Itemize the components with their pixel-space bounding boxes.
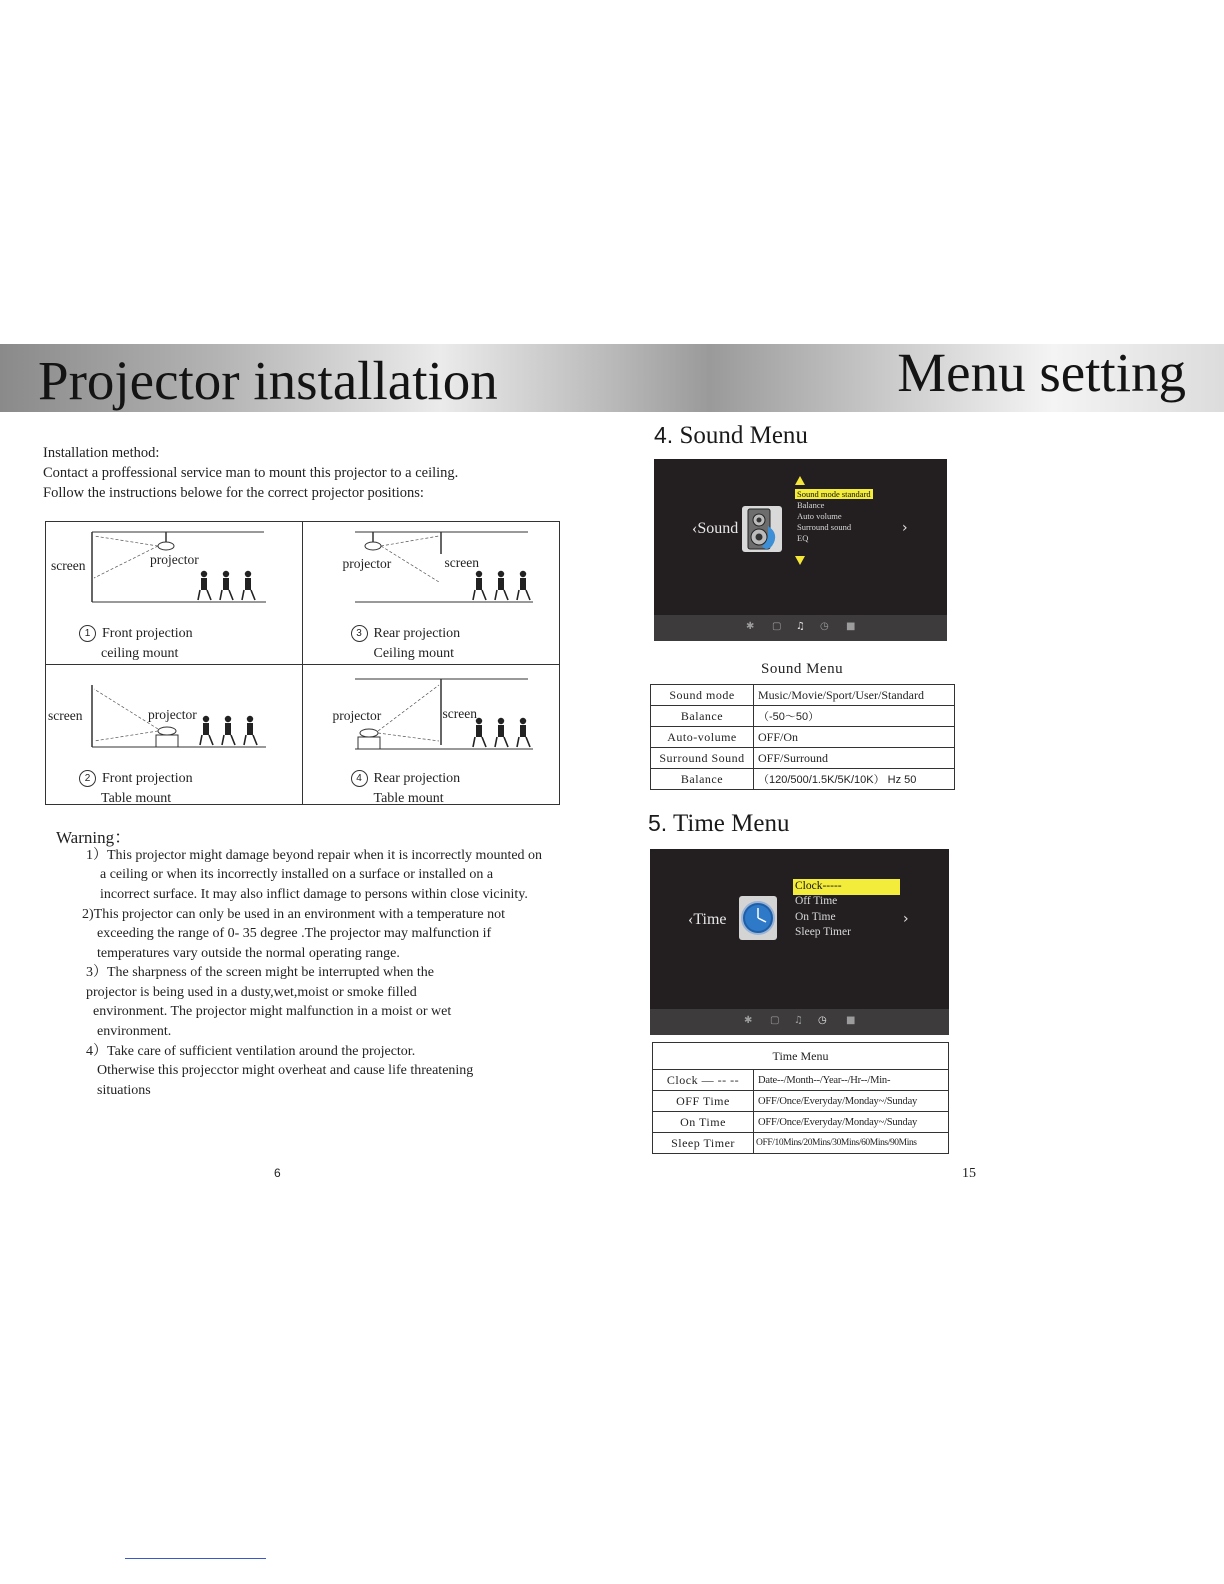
warning-line: situations [97, 1083, 151, 1098]
cell-rear-ceiling [303, 522, 560, 665]
table-value: Date--/Month--/Year--/Hr--/Min- [754, 1070, 949, 1091]
front-ceiling-caption-2: ceiling mount [101, 646, 179, 661]
clock-icon[interactable]: ◷ [818, 1015, 827, 1026]
table-row [651, 748, 955, 769]
section-number: 4. [654, 422, 674, 448]
rear-ceiling-caption-1 [351, 624, 461, 644]
settings-icon[interactable]: ■ [846, 621, 856, 632]
table-row [653, 1070, 949, 1091]
warning-line: exceeding the range of 0- 35 degree .The projector may malfunction if [97, 926, 492, 941]
table-value: OFF/On [754, 727, 955, 748]
time-osd-label: ‹Time [688, 911, 727, 928]
clock-face-icon [739, 896, 777, 940]
scroll-down-icon[interactable] [795, 556, 805, 565]
intro-line-3: Follow the instructions belowe for the correct projector positions: [43, 485, 424, 501]
installation-diagram-grid [45, 521, 560, 805]
warning-line: environment. The projector might malfunction in a moist or wet [93, 1004, 452, 1019]
time-table-caption: Time Menu [653, 1043, 949, 1070]
table-value: OFF/Surround [754, 748, 955, 769]
intro-line-1: Installation method: [43, 445, 160, 461]
projector-label: projector [150, 552, 199, 567]
projector-label: projector [148, 707, 197, 722]
table-row [651, 706, 955, 727]
caption-line: Front projection [102, 771, 193, 786]
screen-icon[interactable]: ▢ [770, 1015, 780, 1026]
time-menu-heading [648, 810, 789, 838]
number-badge-2: 2 [79, 770, 96, 787]
music-note-icon[interactable]: ♫ [794, 1015, 803, 1026]
front-ceiling-caption-1 [79, 624, 193, 644]
table-value: OFF/Once/Everyday/Monday~/Sunday [754, 1112, 949, 1133]
warning-line: projector is being used in a dusty,wet,moist or smoke filled [86, 985, 417, 1000]
front-table-caption-2: Table mount [101, 791, 172, 806]
front-table-caption-1 [79, 769, 193, 789]
table-key: Sound mode [651, 685, 754, 706]
time-menu-table [652, 1042, 949, 1154]
warning-line: 4）Take care of sufficient ventilation around the projector. [86, 1044, 416, 1059]
table-key: Clock — -- -- [653, 1070, 754, 1091]
settings-icon[interactable]: ■ [846, 1015, 856, 1026]
warning-line: 3）The sharpness of the screen might be interrupted when the [86, 965, 434, 980]
caption-line: Rear projection [373, 771, 461, 786]
table-value: （120/500/1.5K/5K/10K） Hz 50 [754, 769, 955, 790]
warning-line: incorrect surface. It may also inflict damage to persons within close vicinity. [100, 887, 528, 902]
table-row [651, 727, 955, 748]
table-key: Balance [651, 706, 754, 727]
table-row [651, 685, 955, 706]
right-page-number: 15 [962, 1166, 976, 1181]
caption-line: Front projection [102, 626, 193, 641]
left-page-number: 6 [274, 1166, 281, 1180]
table-row [653, 1043, 949, 1070]
table-row [653, 1112, 949, 1133]
warning-line: a ceiling or when its incorrectly installed on a surface or installed on a [100, 867, 494, 882]
screen-label: screen [442, 706, 477, 721]
rear-table-caption-2: Table mount [373, 791, 444, 806]
sound-osd-label: ‹Sound [692, 520, 739, 537]
picture-icon[interactable]: ✱ [746, 621, 755, 632]
intro-line-2: Contact a proffessional service man to mount this projector to a ceiling. [43, 465, 459, 481]
time-osd-item[interactable]: Off Time [795, 895, 838, 907]
warning-line: Otherwise this projecctor might overheat and cause life threatening [97, 1063, 474, 1078]
table-key: OFF Time [653, 1091, 754, 1112]
clock-icon[interactable]: ◷ [820, 621, 829, 632]
osd-nav-bar [654, 615, 947, 641]
number-badge-3: 3 [351, 625, 368, 642]
screen-label: screen [444, 555, 479, 570]
sound-table-caption: Sound Menu [761, 661, 844, 677]
sound-osd-item[interactable]: Surround sound [797, 522, 852, 532]
rear-table-caption-1 [351, 769, 461, 789]
warning-line: 1）This projector might damage beyond repair when it is incorrectly mounted on [86, 848, 543, 863]
warning-title: Warning： [56, 828, 132, 847]
next-arrow-icon[interactable]: › [903, 911, 909, 927]
time-osd-item-selected[interactable]: Clock----- [793, 879, 900, 895]
osd-nav-bar [650, 1009, 949, 1035]
table-row [651, 769, 955, 790]
table-key: Balance [651, 769, 754, 790]
sound-osd-screen [654, 459, 947, 641]
sound-menu-heading [654, 422, 808, 450]
cell-rear-table [303, 665, 560, 804]
table-key: Auto-volume [651, 727, 754, 748]
warning-line: 2)This projector can only be used in an environment with a temperature not [82, 907, 505, 922]
table-value: OFF/Once/Everyday/Monday~/Sunday [754, 1091, 949, 1112]
header-banner [0, 344, 1224, 412]
section-title: Time Menu [667, 810, 790, 837]
picture-icon[interactable]: ✱ [744, 1015, 753, 1026]
projector-label: projector [332, 708, 382, 723]
right-page-title: Menu setting [897, 342, 1186, 403]
next-arrow-icon[interactable]: › [902, 520, 908, 536]
sound-osd-item[interactable]: EQ [797, 533, 809, 543]
warning-line: environment. [97, 1024, 172, 1039]
table-key: Sleep Timer [653, 1133, 754, 1154]
table-row [653, 1133, 949, 1154]
table-key: On Time [653, 1112, 754, 1133]
projector-label: projector [342, 556, 392, 571]
footer-divider [125, 1558, 266, 1559]
table-row [653, 1091, 949, 1112]
sound-osd-item[interactable]: Balance [797, 500, 825, 510]
speaker-icon [742, 506, 782, 552]
number-badge-4: 4 [351, 770, 368, 787]
caption-line: Rear projection [373, 626, 461, 641]
rear-ceiling-caption-2: Ceiling mount [373, 646, 454, 661]
screen-label: screen [51, 558, 86, 573]
music-note-icon[interactable]: ♫ [796, 621, 805, 632]
sound-menu-table [650, 684, 955, 790]
warning-line: temperatures vary outside the normal operating range. [97, 946, 400, 961]
section-title: Sound Menu [679, 422, 808, 449]
cell-front-ceiling [46, 522, 303, 665]
screen-label: screen [48, 708, 83, 723]
screen-icon[interactable]: ▢ [772, 621, 782, 632]
number-badge-1: 1 [79, 625, 96, 642]
left-page-title: Projector installation [38, 350, 498, 411]
section-number: 5. [648, 810, 668, 836]
sound-osd-item[interactable]: Auto volume [797, 511, 842, 521]
time-osd-item[interactable]: On Time [795, 911, 836, 923]
sound-osd-item-selected[interactable]: Sound mode standard [797, 489, 871, 499]
scroll-up-icon[interactable] [795, 476, 805, 485]
cell-front-table [46, 665, 303, 804]
time-osd-screen [650, 849, 949, 1035]
table-value: OFF/10Mins/20Mins/30Mins/60Mins/90Mins [754, 1133, 949, 1154]
table-value: Music/Movie/Sport/User/Standard [754, 685, 955, 706]
table-key: Surround Sound [651, 748, 754, 769]
time-osd-item[interactable]: Sleep Timer [795, 926, 851, 938]
table-value: （-50～50） [754, 706, 955, 727]
